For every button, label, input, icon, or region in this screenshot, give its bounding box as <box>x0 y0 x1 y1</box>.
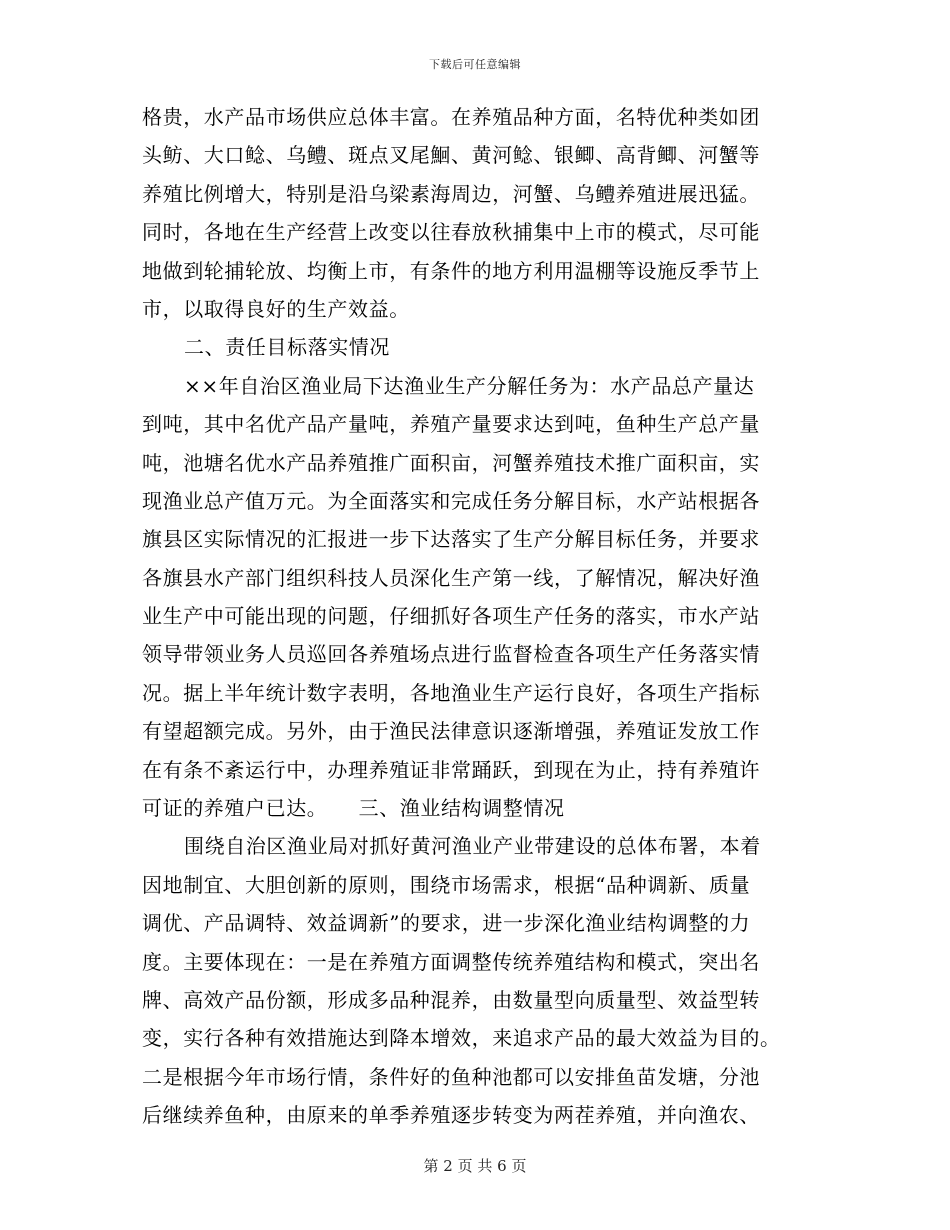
text-line: 市，以取得良好的生产效益。 <box>142 296 410 321</box>
text-line: 因地制宜、大胆创新的原则，围绕市场需求，根据“品种调新、质量 <box>142 872 751 897</box>
page-header: 下载后可任意编辑 <box>429 58 521 71</box>
text-line: 牌、高效产品份额，形成多品种混养，由数量型向质量型、效益型转 <box>142 987 760 1012</box>
text-line: 围绕自治区渔业局对抓好黄河渔业产业带建设的总体布署，本着 <box>184 834 761 859</box>
text-line: 各旗县水产部门组织科技人员深化生产第一线，了解情况，解决好渔 <box>142 565 760 590</box>
text-line: 况。据上半年统计数字表明，各地渔业生产运行良好，各项生产指标 <box>142 680 760 705</box>
text-line: 可证的养殖户已达。 三、渔业结构调整情况 <box>142 796 565 821</box>
text-line: 调优、产品调特、效益调新”的要求，进一步深化渔业结构调整的力 <box>142 911 751 936</box>
page-footer: 第 2 页 共 6 页 <box>423 1157 527 1175</box>
text-line: 同时，各地在生产经营上改变以往春放秋捕集中上市的模式，尽可能 <box>142 220 760 245</box>
text-line: 有望超额完成。另外，由于渔民法律意识逐渐增强，养殖证发放工作 <box>142 719 760 744</box>
text-line: 后继续养鱼种，由原来的单季养殖逐步转变为两茬养殖，并向渔农、 <box>142 1103 760 1128</box>
text-line: 度。主要体现在：一是在养殖方面调整传统养殖结构和模式，突出名 <box>142 949 760 974</box>
text-line: 现渔业总产值万元。为全面落实和完成任务分解目标，水产站根据各 <box>142 488 760 513</box>
text-line: 格贵，水产品市场供应总体丰富。在养殖品种方面，名特优种类如团 <box>142 105 760 129</box>
section-heading: 二、责任目标落实情况 <box>184 335 390 360</box>
text-line: 地做到轮捕轮放、均衡上市，有条件的地方利用温棚等设施反季节上 <box>142 258 760 283</box>
text-line: 业生产中可能出现的问题，仔细抓好各项生产任务的落实，市水产站 <box>142 604 760 629</box>
text-line: 二是根据今年市场行情，条件好的鱼种池都可以安排鱼苗发塘，分池 <box>142 1064 760 1089</box>
text-line: ××年自治区渔业局下达渔业生产分解任务为：水产品总产量达 <box>184 373 755 398</box>
text-line: 养殖比例增大，特别是沿乌梁素海周边，河蟹、乌鳢养殖进展迅猛。 <box>142 181 760 206</box>
text-line: 头鲂、大口鲶、乌鳢、斑点叉尾鮰、黄河鲶、银鲫、高背鲫、河蟹等 <box>142 143 760 168</box>
text-line: 变，实行各种有效措施达到降本增效，来追求产品的最大效益为目的。 <box>142 1026 781 1051</box>
text-line: 领导带领业务人员巡回各养殖场点进行监督检查各项生产任务落实情 <box>142 642 760 667</box>
text-line: 吨，池塘名优水产品养殖推广面积亩，河蟹养殖技术推广面积亩，实 <box>142 450 760 475</box>
text-line: 在有条不紊运行中，办理养殖证非常踊跃，到现在为止，持有养殖许 <box>142 757 760 782</box>
text-line: 旗县区实际情况的汇报进一步下达落实了生产分解目标任务，并要求 <box>142 527 760 552</box>
text-line: 到吨，其中名优产品产量吨，养殖产量要求达到吨，鱼种生产总产量 <box>142 412 760 437</box>
document-body <box>142 98 812 1135</box>
